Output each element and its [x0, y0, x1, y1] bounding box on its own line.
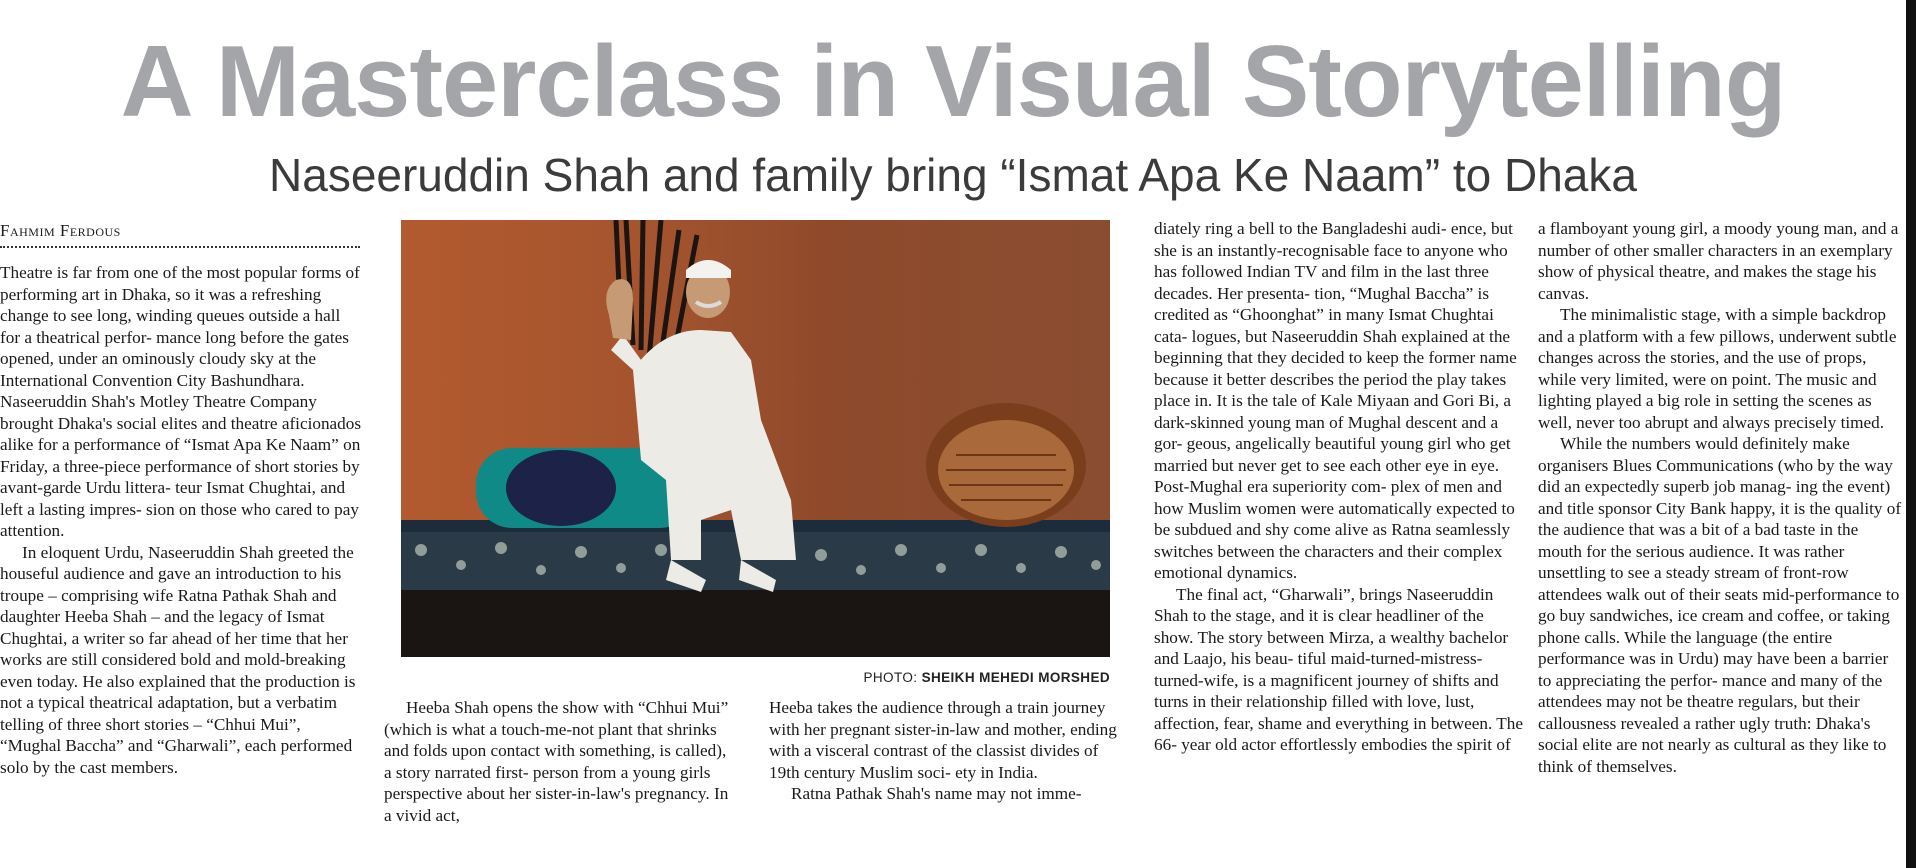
paragraph: The minimalistic stage, with a simple backdrop and a platform with a few pillows, underwent subtle changes across the stories, and the use of props, while very limited, were on point. The music and lighting played a big role in setting the scenes as well, never too abrupt and always precisely timed.	[1538, 305, 1897, 432]
paragraph: Heeba Shah opens the show with “Chhui Mui” (which is what a touch-me-not plant that shrinks and folds upon contact with something, is called), a story narrated first- person from a young girls perspective about her sister-in-law's pregnancy. In a vivid act,	[384, 698, 729, 825]
paragraph: diately ring a bell to the Bangladeshi audi- ence, but she is an instantly-recognisable face to anyone who has followed Indian TV and film in the last three decades. Her presenta- tion, “Mughal Baccha” is credited as “Ghoonghat” in many Ismat Chughtai cata- logues, but Naseeruddin Shah explained at the beginning that they decided to keep the former name because it better describes the period the play takes place in. It is the tale of Kale Miyaan and Gori Bi, a dark-skinned young man of Mughal descent and a gor- geous, angelically beautiful young girl who get married but never get to see each other eye in eye. Post-Mughal era superiority com- plex of men and how Muslim women were automatically expected to be subdued and shy come alive as Ratna seamlessly switches between the characters and their complex emotional dynamics.	[1154, 219, 1517, 582]
article-column-2	[384, 697, 734, 826]
article-column-1	[0, 262, 364, 778]
paragraph: In eloquent Urdu, Naseeruddin Shah greeted the houseful audience and gave an introduction to his troupe – comprising wife Ratna Pathak Shah and daughter Heeba Shah – and the legacy of Ismat Chughtai, a writer so far ahead of her time that her works are still considered bold and mold-breaking even today. He also explained that the production is not a typical theatrical adaptation, but a verbatim telling of three short stories – “Chhui Mui”, “Mughal Baccha” and “Gharwali”, each performed solo by the cast members.	[0, 542, 356, 777]
stage-performance-photo	[401, 220, 1110, 657]
paragraph: a flamboyant young girl, a moody young man, and a number of other smaller characters in an exemplary show of physical theatre, and makes the stage his canvas.	[1538, 219, 1899, 303]
photo-credit-name: SHEIKH MEHEDI MORSHED	[921, 670, 1110, 685]
performer-on-stage-illustration	[401, 220, 1110, 657]
photo-credit	[700, 670, 1110, 685]
article-column-4	[1154, 218, 1526, 756]
paragraph: The final act, “Gharwali”, brings Naseeruddin Shah to the stage, and it is clear headliner of the show. The story between Mirza, a wealthy bachelor and Laajo, his beau- tiful maid-turned-mistress-turned-wife, is a magnificent journey of shifts and turns in their relationship filled with love, lust, affection, fear, shame and everything in between. The 66- year old actor effortlessly embodies the spirit of	[1154, 584, 1524, 754]
page-edge-bar	[1906, 0, 1916, 868]
paragraph: Theatre is far from one of the most popular forms of performing art in Dhaka, so it was a refreshing change to see long, winding queues outside a hall for a theatrical perfor- mance long before the gates opened, under an ominously cloudy sky at the International Convention City Bashundhara. Naseeruddin Shah's Motley Theatre Company brought Dhaka's social elites and theatre aficionados alike for a performance of “Ismat Apa Ke Naam” on Friday, a three-piece performance of short stories by avant-garde Urdu littera- teur Ismat Chughtai, and left a lasting impres- sion on those who cared to pay attention.	[0, 263, 362, 540]
article-column-5	[1538, 218, 1903, 777]
paragraph: Heeba takes the audience through a train journey with her pregnant sister-in-law and mother, ending with a visceral contrast of the classist divides of 19th century Muslim soci- ety in India.	[769, 698, 1117, 782]
byline: Fahmim Ferdous	[0, 219, 360, 248]
paragraph: Ratna Pathak Shah's name may not imme-	[791, 784, 1082, 803]
headline: A Masterclass in Visual Storytelling	[120, 26, 1786, 138]
subheadline: Naseeruddin Shah and family bring “Ismat Apa Ke Naam” to Dhaka	[269, 149, 1637, 201]
paragraph: While the numbers would definitely make organisers Blues Communications (who by the way did an expectedly superb job manag- ing the event) and title sponsor City Bank happy, it is the quality of the audience that was a bit of a bad taste in the mouth for the serious audience. It was rather unsettling to see a steady stream of front-row attendees walk out of their seats mid-performance to go buy sandwiches, ice cream and coffee, or taking phone calls. While the language (the entire performance was in Urdu) may have been a barrier to appreciating the perfor- mance and many of the attendees may not be theatre regulars, but their callousness revealed a rather ugly truth: Dhaka's social elite are not nearly as cultural as they like to think of themselves.	[1538, 434, 1902, 776]
photo-credit-prefix: PHOTO:	[863, 670, 918, 685]
article-column-3	[769, 697, 1129, 805]
